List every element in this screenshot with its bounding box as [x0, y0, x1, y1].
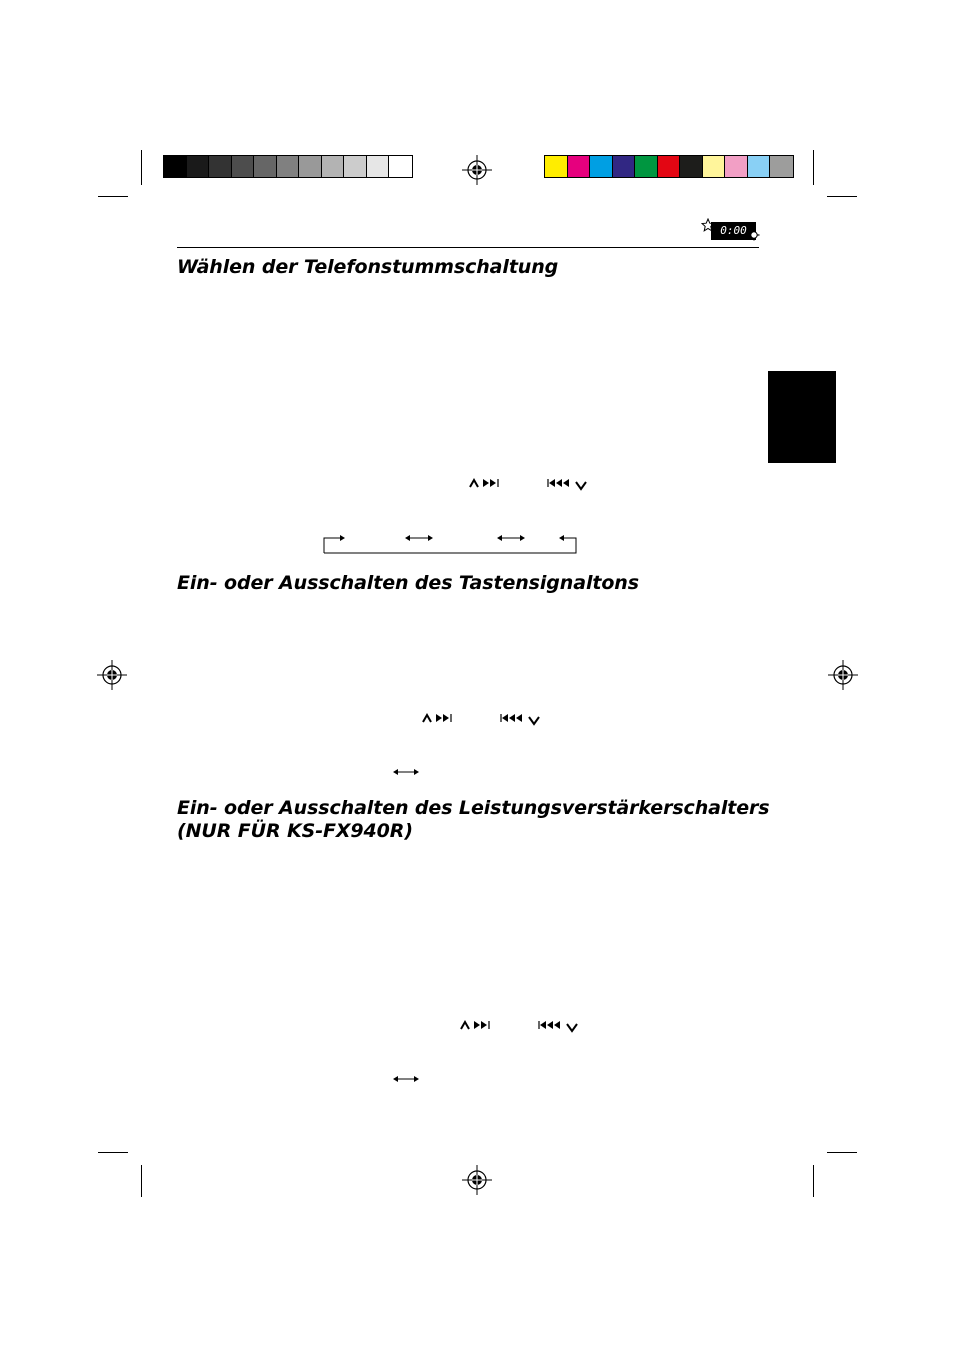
grayscale-swatch	[187, 156, 210, 177]
color-swatch	[680, 156, 703, 177]
color-swatch	[590, 156, 613, 177]
color-calibration-bar	[544, 155, 794, 178]
section-heading-key-tone: Ein- oder Ausschalten des Tastensignaltons	[177, 572, 639, 594]
prev-down-icon	[537, 1019, 581, 1033]
registration-mark-icon	[462, 1165, 492, 1195]
color-swatch	[545, 156, 568, 177]
header-rule	[177, 247, 759, 248]
color-swatch	[658, 156, 681, 177]
grayscale-swatch	[299, 156, 322, 177]
gear-icon	[748, 229, 760, 241]
grayscale-swatch	[367, 156, 390, 177]
grayscale-swatch	[344, 156, 367, 177]
language-tab	[768, 371, 836, 463]
grayscale-calibration-bar	[163, 155, 413, 178]
grayscale-swatch	[209, 156, 232, 177]
up-next-icon	[422, 712, 466, 724]
cycle-arrow-icon	[320, 530, 580, 556]
registration-mark-icon	[828, 660, 858, 690]
color-swatch	[748, 156, 771, 177]
color-swatch	[635, 156, 658, 177]
grayscale-swatch	[389, 156, 412, 177]
registration-mark-icon	[462, 155, 492, 185]
up-next-icon	[460, 1019, 504, 1031]
section-heading-power-amplifier: Ein- oder Ausschalten des Leistungsverstärkerschalters	[177, 797, 770, 819]
up-next-icon	[469, 477, 513, 489]
prev-down-icon	[499, 712, 543, 726]
color-swatch	[703, 156, 726, 177]
clock-display: 0:00	[711, 222, 756, 240]
color-swatch	[613, 156, 636, 177]
double-arrow-icon	[393, 766, 419, 778]
grayscale-swatch	[254, 156, 277, 177]
double-arrow-icon	[393, 1073, 419, 1085]
color-swatch	[568, 156, 591, 177]
grayscale-swatch	[232, 156, 255, 177]
section-heading-telephone-muting: Wählen der Telefonstummschaltung	[177, 256, 559, 278]
prev-down-icon	[546, 477, 590, 491]
color-swatch	[725, 156, 748, 177]
grayscale-swatch	[277, 156, 300, 177]
registration-mark-icon	[97, 660, 127, 690]
color-swatch	[770, 156, 793, 177]
section-heading-model-note: (NUR FÜR KS-FX940R)	[177, 820, 413, 842]
grayscale-swatch	[322, 156, 345, 177]
grayscale-swatch	[164, 156, 187, 177]
